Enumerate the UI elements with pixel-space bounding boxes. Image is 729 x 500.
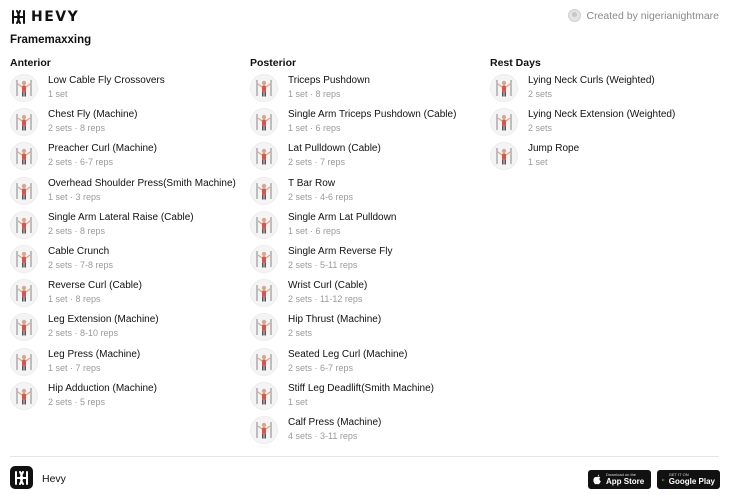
exercise-sets-reps: 2 sets — [528, 123, 553, 134]
exercise-thumbnail — [10, 348, 38, 376]
exercise-name: Reverse Curl (Cable) — [48, 280, 142, 292]
exercise-figure-icon — [13, 111, 35, 133]
exercise-figure-icon — [13, 145, 35, 167]
exercise-thumbnail — [10, 279, 38, 307]
exercise-sets-reps: 2 sets · 7 reps — [288, 157, 346, 168]
exercise-sets-reps: 2 sets · 4-6 reps — [288, 191, 354, 202]
exercise-sets-reps: 1 set · 6 reps — [288, 123, 341, 134]
exercise-sets-reps: 2 sets · 5 reps — [48, 396, 106, 407]
exercise-item[interactable] — [10, 141, 240, 175]
exercise-name: Hip Adduction (Machine) — [48, 382, 157, 394]
exercise-text — [288, 347, 408, 375]
exercise-figure-icon — [493, 111, 515, 133]
exercise-figure-icon — [13, 385, 35, 407]
exercise-item[interactable] — [10, 312, 240, 346]
exercise-figure-icon — [13, 214, 35, 236]
exercise-thumbnail — [10, 211, 38, 239]
creator-link[interactable] — [568, 9, 720, 22]
exercise-thumbnail — [10, 177, 38, 205]
exercise-figure-icon — [253, 111, 275, 133]
exercise-thumbnail — [250, 382, 278, 410]
exercise-name: Wrist Curl (Cable) — [288, 280, 368, 292]
exercise-text — [48, 244, 113, 272]
exercise-list — [10, 73, 240, 415]
exercise-figure-icon — [253, 180, 275, 202]
exercise-text — [48, 73, 165, 101]
exercise-sets-reps: 1 set · 6 reps — [288, 225, 341, 236]
column-title: Posterior — [250, 57, 297, 69]
exercise-name: Triceps Pushdown — [288, 75, 370, 86]
exercise-item[interactable] — [250, 73, 480, 107]
exercise-name: Calf Press (Machine) — [288, 416, 382, 428]
exercise-name: Preacher Curl (Machine) — [48, 143, 157, 155]
exercise-item[interactable] — [490, 141, 720, 175]
exercise-thumbnail — [10, 74, 38, 102]
exercise-text — [48, 176, 236, 204]
exercise-thumbnail — [10, 142, 38, 170]
exercise-figure-icon — [13, 316, 35, 338]
exercise-name: Lying Neck Curls (Weighted) — [528, 75, 655, 86]
exercise-item[interactable] — [10, 107, 240, 141]
exercise-thumbnail — [250, 279, 278, 307]
exercise-text — [288, 415, 381, 443]
exercise-text — [48, 381, 157, 409]
exercise-thumbnail — [250, 348, 278, 376]
hevy-logo-icon — [14, 471, 29, 485]
exercise-sets-reps: 2 sets — [288, 328, 313, 339]
exercise-item[interactable] — [250, 141, 480, 175]
exercise-text — [528, 107, 675, 135]
exercise-sets-reps: 2 sets · 5-11 reps — [288, 259, 358, 270]
exercise-sets-reps: 1 set — [48, 89, 68, 99]
exercise-figure-icon — [493, 145, 515, 167]
exercise-text — [288, 107, 456, 135]
exercise-name: Chest Fly (Machine) — [48, 109, 138, 121]
apple-icon — [593, 474, 602, 485]
exercise-sets-reps: 2 sets · 6-7 reps — [48, 157, 114, 168]
exercise-text — [528, 141, 579, 169]
exercise-figure-icon — [253, 77, 275, 99]
exercise-figure-icon — [253, 214, 275, 236]
user-avatar-icon — [568, 9, 581, 22]
routine-title: Framemaxxing — [10, 34, 92, 46]
exercise-text — [528, 73, 655, 101]
exercise-thumbnail — [250, 142, 278, 170]
exercise-figure-icon — [13, 351, 35, 373]
exercise-sets-reps: 2 sets · 11-12 reps — [288, 294, 363, 305]
exercise-figure-icon — [253, 351, 275, 373]
exercise-thumbnail — [250, 74, 278, 102]
exercise-figure-icon — [253, 145, 275, 167]
exercise-name: Single Arm Lat Pulldown — [288, 211, 397, 223]
exercise-figure-icon — [13, 180, 35, 202]
exercise-item[interactable] — [250, 347, 480, 381]
app-store-button[interactable] — [588, 470, 651, 489]
exercise-item[interactable] — [10, 381, 240, 415]
exercise-name: Single Arm Lateral Raise (Cable) — [48, 211, 194, 223]
exercise-sets-reps: 2 sets · 8 reps — [48, 123, 106, 134]
exercise-name: Stiff Leg Deadlift(Smith Machine) — [288, 382, 434, 394]
exercise-item[interactable] — [10, 244, 240, 278]
exercise-name: Low Cable Fly Crossovers — [48, 75, 165, 86]
exercise-sets-reps: 1 set · 8 reps — [48, 294, 101, 305]
column-title: Rest Days — [490, 57, 541, 69]
exercise-figure-icon — [253, 282, 275, 304]
logo-text: HEVY — [31, 9, 80, 25]
exercise-item[interactable] — [10, 210, 240, 244]
google-play-label: Google Play — [668, 477, 715, 486]
exercise-name: Seated Leg Curl (Machine) — [288, 348, 408, 360]
exercise-thumbnail — [250, 416, 278, 444]
exercise-sets-reps: 4 sets · 3-11 reps — [288, 430, 358, 441]
exercise-figure-icon — [253, 385, 275, 407]
column-anterior — [10, 57, 240, 415]
exercise-thumbnail — [10, 313, 38, 341]
exercise-item[interactable] — [250, 278, 480, 312]
exercise-thumbnail — [250, 245, 278, 273]
exercise-text — [288, 244, 392, 272]
google-play-button[interactable] — [657, 470, 720, 489]
exercise-name: Leg Extension (Machine) — [48, 314, 159, 326]
exercise-text — [288, 73, 370, 101]
exercise-text — [288, 210, 396, 238]
exercise-text — [48, 347, 140, 375]
exercise-thumbnail — [10, 245, 38, 273]
exercise-text — [48, 210, 194, 238]
exercise-sets-reps: 2 sets · 8-10 reps — [48, 328, 119, 339]
exercise-name: Lat Pulldown (Cable) — [288, 143, 381, 155]
footer-app-name: Hevy — [42, 473, 66, 485]
exercise-thumbnail — [10, 108, 38, 136]
exercise-name: Lying Neck Extension (Weighted) — [528, 109, 676, 121]
creator-label: Created by nigerianightmare — [586, 9, 719, 22]
exercise-thumbnail — [10, 382, 38, 410]
exercise-figure-icon — [13, 282, 35, 304]
exercise-item[interactable] — [250, 107, 480, 141]
exercise-sets-reps: 1 set · 3 reps — [48, 191, 101, 202]
exercise-item[interactable] — [250, 210, 480, 244]
hevy-app-icon[interactable] — [10, 466, 33, 489]
exercise-text — [48, 141, 157, 169]
exercise-figure-icon — [13, 248, 35, 270]
exercise-sets-reps: 2 sets · 8 reps — [48, 225, 106, 236]
exercise-item[interactable] — [10, 73, 240, 107]
exercise-text — [48, 312, 159, 340]
exercise-item[interactable] — [250, 381, 480, 415]
exercise-figure-icon — [253, 248, 275, 270]
exercise-sets-reps: 2 sets · 7-8 reps — [48, 259, 114, 270]
column-posterior — [250, 57, 480, 449]
exercise-thumbnail — [250, 211, 278, 239]
exercise-text — [288, 381, 434, 409]
exercise-name: Cable Crunch — [48, 245, 110, 257]
exercise-figure-icon — [253, 316, 275, 338]
hevy-logo-icon — [11, 10, 26, 24]
exercise-sets-reps: 1 set · 7 reps — [48, 362, 101, 373]
exercise-item[interactable] — [10, 347, 240, 381]
exercise-sets-reps: 2 sets — [528, 89, 553, 99]
exercise-text — [288, 141, 381, 169]
exercise-text — [48, 107, 137, 135]
exercise-name: Hip Thrust (Machine) — [288, 314, 382, 326]
exercise-thumbnail — [490, 142, 518, 170]
exercise-item[interactable] — [250, 415, 480, 449]
exercise-item[interactable] — [10, 278, 240, 312]
exercise-item[interactable] — [250, 176, 480, 210]
exercise-text — [288, 312, 381, 340]
exercise-list — [490, 73, 720, 176]
exercise-name: Jump Rope — [528, 143, 580, 155]
exercise-name: T Bar Row — [288, 177, 336, 189]
exercise-sets-reps: 1 set · 8 reps — [288, 89, 341, 99]
google-play-small-text: GET IT ON — [668, 472, 689, 477]
exercise-figure-icon — [253, 419, 275, 441]
exercise-thumbnail — [250, 108, 278, 136]
exercise-item[interactable] — [490, 107, 720, 141]
column-rest-days — [490, 57, 720, 176]
exercise-list — [250, 73, 480, 449]
exercise-figure-icon — [493, 77, 515, 99]
hevy-logo[interactable] — [11, 9, 79, 25]
app-store-label: App Store — [606, 477, 645, 486]
footer-divider — [10, 456, 719, 457]
exercise-sets-reps: 1 set — [528, 157, 548, 168]
exercise-sets-reps: 2 sets · 6-7 reps — [288, 362, 354, 373]
app-store-small-text: Download on the — [606, 472, 637, 477]
exercise-name: Single Arm Triceps Pushdown (Cable) — [288, 109, 457, 121]
exercise-item[interactable] — [490, 73, 720, 107]
exercise-name: Overhead Shoulder Press(Smith Machine) — [48, 177, 236, 189]
exercise-name: Leg Press (Machine) — [48, 348, 141, 360]
exercise-thumbnail — [490, 74, 518, 102]
exercise-thumbnail — [250, 313, 278, 341]
play-store-icon — [662, 475, 665, 485]
column-title: Anterior — [10, 57, 51, 69]
exercise-figure-icon — [13, 77, 35, 99]
exercise-thumbnail — [250, 177, 278, 205]
exercise-item[interactable] — [10, 176, 240, 210]
exercise-item[interactable] — [250, 244, 480, 278]
exercise-name: Single Arm Reverse Fly — [288, 245, 393, 257]
exercise-sets-reps: 1 set — [288, 396, 308, 407]
exercise-text — [48, 278, 142, 306]
exercise-thumbnail — [490, 108, 518, 136]
exercise-item[interactable] — [250, 312, 480, 346]
exercise-text — [288, 176, 353, 204]
header — [0, 0, 729, 32]
exercise-text — [288, 278, 367, 306]
